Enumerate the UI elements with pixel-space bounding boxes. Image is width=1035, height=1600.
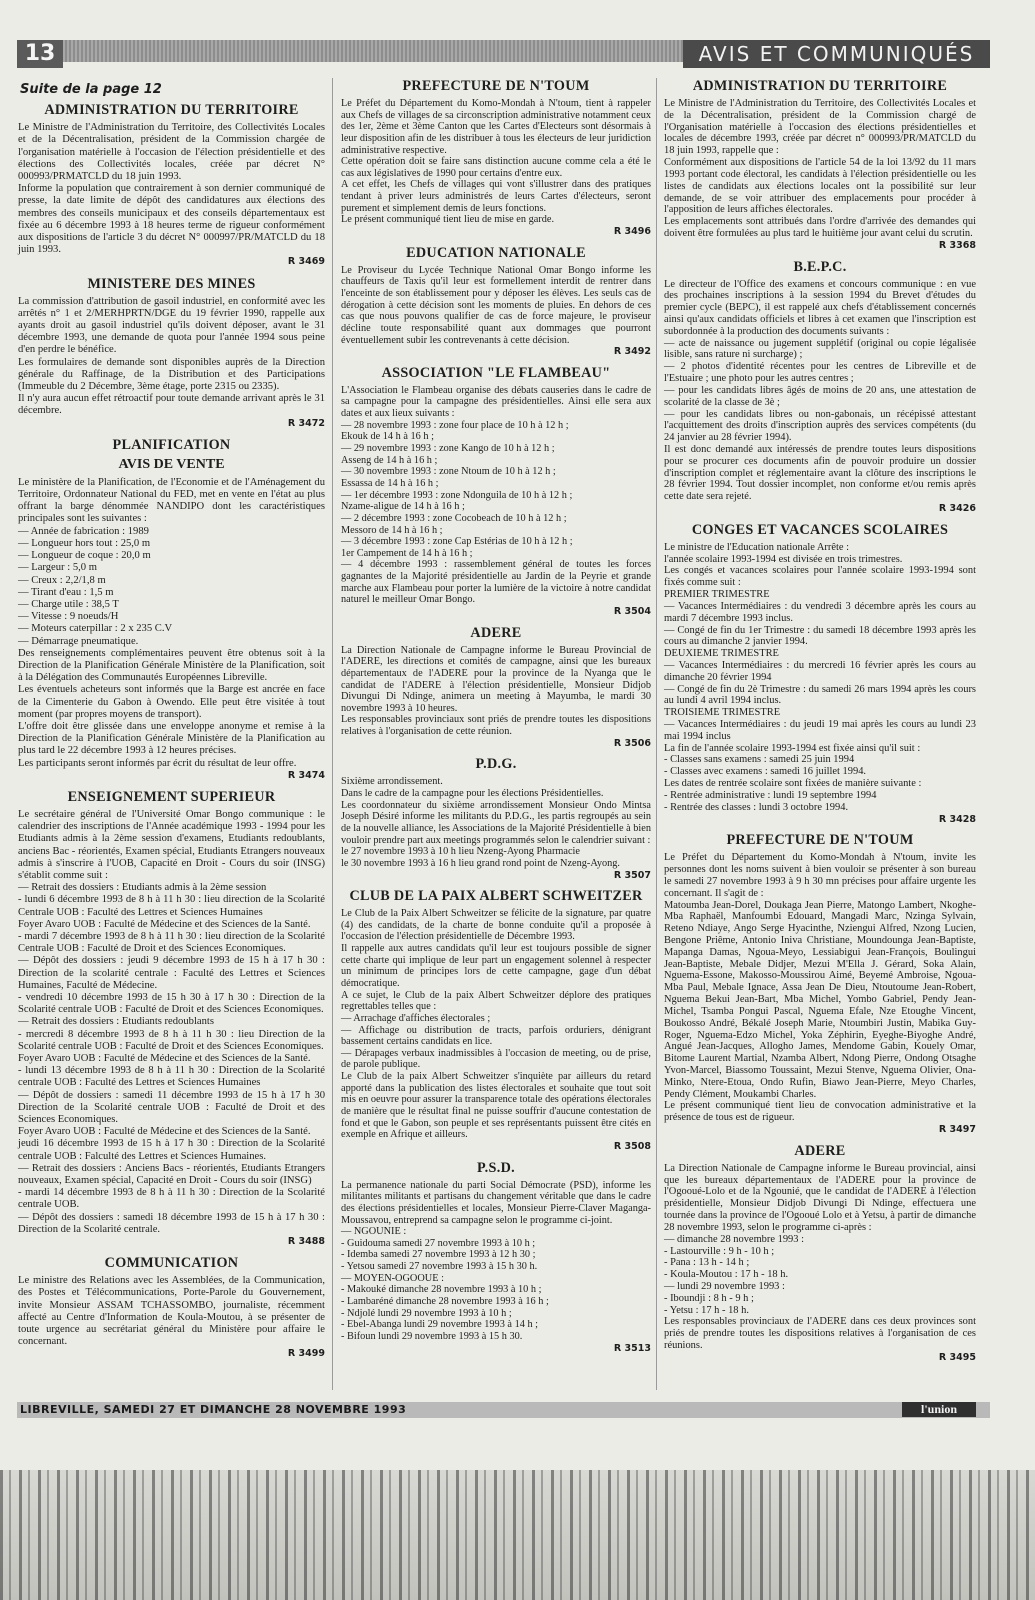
notice-paragraph: — Congé de fin du 1er Trimestre : du samedi 18 décembre 1993 après les cours au dimanche 2 janvier 1994. — [664, 624, 976, 648]
column-divider — [656, 78, 657, 1390]
notice-paragraph: — 2 photos d'identité récentes pour les centres de Libreville et de l'Estuaire ; une photo pour les autres centres ; — [664, 361, 976, 385]
notice-reference: R 3504 — [613, 605, 651, 617]
notice-reference: R 3428 — [938, 813, 976, 825]
notice — [341, 245, 651, 358]
notice-paragraph: — pour les candidats libres âgés de moins de 20 ans, une attestation de scolarité de la classe de 3è ; — [664, 384, 976, 408]
notice-reference: R 3492 — [613, 346, 651, 358]
scan-artifact — [0, 1470, 1035, 1600]
notice-paragraph: Le Club de la Paix Albert Schweitzer se félicite de la signature, par quatre (4) des candidats, de la charte de bonne conduite qu'il a proposée à l'occasion de l'élection présidentielle de Décembre 1993. — [341, 908, 651, 943]
notice-paragraph: - vendredi 10 décembre 1993 de 15 h 30 à 17 h 30 : Direction de la Scolarité centrale UOB : Faculté de Droit et des Sciences Economiques. — [18, 992, 325, 1016]
notice-paragraph: - mercredi 8 décembre 1993 de 8 h à 11 h 30 : lieu Direction de la Scolarité centrale UOB : Faculté de Droit et des Sciences Economiques. — [18, 1028, 325, 1052]
notice-paragraph: — Tirant d'eau : 1,5 m — [18, 586, 114, 598]
column-divider — [332, 78, 333, 1390]
notice-paragraph: - Lastourville : 9 h - 10 h ; — [664, 1245, 775, 1257]
notice-title: P.S.D. — [477, 1159, 515, 1176]
notice-paragraph: - Ndjolé lundi 29 novembre 1993 à 10 h ; — [341, 1307, 512, 1319]
notice-paragraph: — Dépôt des dossiers : jeudi 9 décembre 1993 de 15 h à 17 h 30 : Direction de la scolarité centrale : Faculté des Lettres et Sciences Humaines, Faculté de Médecine. — [18, 955, 325, 991]
notice-title: PLANIFICATION — [112, 436, 231, 453]
notice-paragraph: — Vitesse : 9 noeuds/H — [18, 611, 119, 623]
footer-paper-name: l'union — [902, 1402, 976, 1417]
notice-reference: R 3507 — [613, 869, 651, 881]
notice — [341, 888, 651, 1152]
notice-reference: R 3472 — [287, 417, 325, 429]
notice-paragraph: l'année scolaire 1993-1994 est divisée en trois trimestres. — [664, 553, 903, 565]
notice-paragraph: Les participants seront informés par écrit du résultat de leur offre. — [18, 757, 297, 769]
notice-paragraph: - lundi 6 décembre 1993 de 8 h à 11 h 30 : lieu direction de la Scolarité Centrale UOB : Faculté des Lettres et Sciences Humaines — [18, 894, 325, 918]
notice-title: B.E.P.C. — [793, 258, 847, 275]
continued-from-label: Suite de la page 12 — [20, 82, 162, 97]
notice-paragraph: — Longueur de coque : 20,0 m — [18, 550, 151, 562]
notice-paragraph: Essassa de 14 h à 16 h ; — [341, 477, 439, 489]
notice-paragraph: - Guidouma samedi 27 novembre 1993 à 10 h ; — [341, 1237, 536, 1249]
notice-reference: R 3496 — [613, 226, 651, 238]
notice-paragraph: — lundi 29 novembre 1993 : — [664, 1280, 785, 1292]
notice-paragraph: — acte de naissance ou jugement supplétif (original ou copie légalisée lisible, sans rature ni surcharge) ; — [664, 337, 976, 361]
page-number: 13 — [17, 40, 63, 68]
notice-title: P.D.G. — [475, 756, 517, 773]
notice-paragraph: — Vacances Intermédiaires : du mercredi 16 février après les cours au dimanche 20 février 1994 — [664, 659, 976, 683]
notice-paragraph: — dimanche 28 novembre 1993 : — [664, 1233, 805, 1245]
notice-paragraph: Foyer Avaro UOB : Faculté de Médecine et des Sciences de la Santé. — [18, 1053, 311, 1065]
notice-paragraph: — MOYEN-OGOOUE : — [341, 1272, 444, 1284]
notice-paragraph: — 28 novembre 1993 : zone four place de 10 h à 12 h ; — [341, 419, 569, 431]
notice-paragraph: Le directeur de l'Office des examens et concours communique : en vue des prochaines inscriptions à la session 1994 du Brevet d'études du premier cycle (BEPC), il est rappelé aux chefs d'établissement concernés ainsi qu'aux candidats officiels et libres à cet examen que l'inscription est subordonnée à la production des documents suivants : — [664, 278, 976, 337]
notice-reference: R 3495 — [938, 1351, 976, 1363]
notice-paragraph: Le ministère de la Planification, de l'Economie et de l'Aménagement du Territoire, Ordonnateur National du FED, met en vente en l'état au plus offrant la barge dénommée NANDIPO dont les caractéristiques principales sont les suivantes : — [18, 476, 325, 525]
notice-paragraph: — Charge utile : 38,5 T — [18, 598, 119, 610]
notice-paragraph: — Dérapages verbaux inadmissibles à l'occasion de meeting, ou de prise, de parole publique. — [341, 1047, 651, 1071]
notice-paragraph: 1er Campement de 14 h à 16 h ; — [341, 547, 473, 559]
notice-paragraph: — Retrait des dossiers : Etudiants redoublants — [18, 1016, 214, 1028]
notice-paragraph: — 3 décembre 1993 : zone Cap Estérias de 10 h à 12 h ; — [341, 536, 573, 548]
notice — [341, 625, 651, 750]
notice-paragraph: Le Proviseur du Lycée Technique National Omar Bongo informe les chauffeurs de Taxis qu'il leur est formellement interdit de rentrer dans l'enceinte de son établissement pour y déposer les élèves. Les seuls cas de dérogation à cette décision sont les moments de pluies. En dehors de ces cas que nous pouvons qualifier de cas de force majeure, le proviseur décline toute responsabilité quant aux dommages que pourront éventuellement subir les contrevenants à cette décision. — [341, 264, 651, 346]
notice — [664, 259, 976, 515]
notice-paragraph: jeudi 16 décembre 1993 de 15 h à 17 h 30 : Direction de la Scolarité centrale UOB : Falculté des Lettres et Sciences Humaines. — [18, 1138, 325, 1162]
notice-paragraph: La Direction Nationale de Campagne informe le Bureau Provincial de l'ADERE, les directions et comités de campagne, ainsi que les bureaux départementaux de l'ADERE pour la province de la Nyanga que le candidat de l'ADERE à l'élection présidentielle, Monsieur Didjob Divungui Di Ndinge, animera un meeting à Mayumba, le mardi 30 novembre 1993 à 10 heures. — [341, 644, 651, 714]
notice-paragraph: Le Préfet du Département du Komo-Mondah à N'toum, tient à rappeler aux Chefs de villages de sa circonscription administrative notamment ceux des 1er, 2ème et 3ème Canton que les Cartes d'Electeurs sont désormais à leur disposition afin de les distribuer à tous les électeurs de leur juridiction administrative respective. — [341, 98, 651, 156]
notice-title: ADMINISTRATION DU TERRITOIRE — [44, 102, 299, 119]
notice-paragraph: - Yetsu : 17 h - 18 h. — [664, 1304, 749, 1316]
notice-paragraph: — Retrait des dossiers : Anciens Bacs - réorientés, Etudiants Etrangers nouveaux, Examen spécial, Capacité en Droit - Cours du soir (INSG) — [18, 1162, 325, 1187]
notice-paragraph: Il n'y aura aucun effet rétroactif pour toute demande arrivant après le 31 décembre. — [18, 393, 325, 417]
notice-paragraph: Nzame-aligue de 14 h à 16 h ; — [341, 501, 465, 513]
notice-title: COMMUNICATION — [104, 1255, 239, 1272]
notice-paragraph: Asseng de 14 h à 16 h ; — [341, 454, 438, 466]
notice-paragraph: Les formulaires de demande sont disponibles auprès de la Direction générale du Raffinage, de la Distribution et des Participations (Immeuble du 2 Décembre, 3ème étage, porte 2315 ou 2335). — [18, 356, 325, 393]
notice-title: ADMINISTRATION DU TERRITOIRE — [692, 78, 948, 94]
notice-paragraph: Le présent communiqué tient lieu de convocation administrative et la présence de tous est de rigueur. — [664, 1100, 976, 1124]
column-2 — [341, 78, 651, 1361]
notice-paragraph: Le Préfet du Département du Komo-Mondah à N'toum, invite les personnes dont les noms suivent à bien vouloir se présenter à son bureau le samedi 27 novembre 1993 à 9 h 30 mn précises pour affaire urgente les concernant. Il s'agit de : — [664, 852, 976, 899]
notice-paragraph: Messoro de 14 h à 16 h ; — [341, 524, 443, 536]
notice-paragraph: - Pana : 13 h - 14 h ; — [664, 1257, 750, 1269]
notice-title: CLUB DE LA PAIX ALBERT SCHWEITZER — [349, 888, 643, 905]
notice-title: ADERE — [794, 1142, 846, 1159]
notice-paragraph: - Idemba samedi 27 novembre 1993 à 12 h 30 ; — [341, 1249, 536, 1261]
notice-paragraph: — 4 décembre 1993 : rassemblement général de toutes les forces gagnantes de la Majorité présidentielle au Jardin de la Peyrie et grande marche aux Flambeau pour porter la lumière de la victoire à notre candidat naturel le meilleur Omar Bongo. — [341, 559, 651, 606]
notice — [341, 1160, 651, 1355]
notice-paragraph: PREMIER TRIMESTRE — [664, 589, 770, 601]
notice-reference: R 3469 — [287, 256, 325, 268]
notice-paragraph: Il est donc demandé aux intéressés de prendre toutes leurs dispositions pour se procurer ces documents afin de pouvoir produire un dossier d'inscription complet et réglementaire avant la clôture des inscriptions le 28 février 1994. Tout dossier incomplet, non conforme et/ou remis après cette date sera rejeté. — [664, 443, 976, 503]
notice-paragraph: — Dépôt de dossiers : samedi 11 décembre 1993 de 15 h à 17 h 30 Direction de la Scolarité centrale UOB : Faculté de Droit et des Sciences Economiques. — [18, 1089, 325, 1126]
notice-paragraph: - Classes avec examens : samedi 16 juillet 1994. — [664, 766, 867, 778]
notice-paragraph: - Bifoun lundi 29 novembre 1993 à 15 h 30. — [341, 1330, 523, 1342]
notice-paragraph: - Yetsou samedi 27 novembre 1993 à 15 h 30 h. — [341, 1261, 538, 1273]
notice-paragraph: - Classes sans examens : samedi 25 juin 1994 — [664, 754, 855, 766]
column-1 — [18, 78, 325, 1368]
notice-paragraph: - lundi 13 décembre 1993 de 8 h à 11 h 30 : Direction de la Scolarité centrale UOB : Faculté des Lettres et Sciences Humaines — [18, 1065, 325, 1089]
notice-title: ADERE — [470, 624, 522, 641]
notice-title: PREFECTURE DE N'TOUM — [726, 832, 914, 849]
notice-paragraph: La commission d'attribution de gasoil industriel, en conformité avec les arrêtés n° 1 et 2/MERHPRTN/DGE du 19 février 1990, rappelle aux ayants droit au gasoil industriel qu'ils doivent déposer, avant le 31 décembre 1993, une demande de quota pour l'année 1994 sous peine d'en perdre le bénéfice. — [18, 295, 325, 356]
notice-paragraph: — 1er décembre 1993 : zone Ndonguila de 10 h à 12 h ; — [341, 489, 573, 501]
notice-title: ASSOCIATION "LE FLAMBEAU" — [381, 364, 611, 381]
notice-paragraph: — Moteurs caterpillar : 2 x 235 C.V — [18, 623, 173, 635]
notice-title: EDUCATION NATIONALE — [406, 244, 586, 261]
notice — [18, 437, 325, 782]
notice-paragraph: Les dates de rentrée scolaire sont fixées de manière suivante : — [664, 778, 922, 790]
notice-paragraph: Informe la population que contrairement à son dernier communiqué de presse, la date limite de dépôt des candidatures aux élections des membres des conseils municipaux et des conseils départementaux est fixée au 6 décembre 1993 à 18 heures terme de rigueur conformément aux dispositions de l'article 3 du décret N° 000997/PR/MATCLD du 18 juin 1993. — [18, 183, 325, 256]
notice-paragraph: Le secrétaire général de l'Université Omar Bongo communique : le calendrier des inscriptions de l'Année académique 1993 - 1994 pour les Etudiants admis à la 2ème session d'examens, Etudiants redoublants, anciens Bac - réorientés, Examen spécial, Etudiants Etrangers nouveaux admis à s'inscrire à l'UOB, Capacité en Droit - Cours du soir (INSG) s'établit comme suit : — [18, 808, 325, 881]
notice-paragraph: — NGOUNIE : — [341, 1226, 407, 1238]
notice — [18, 276, 325, 430]
notice-paragraph: Sixième arrondissement. — [341, 776, 443, 788]
notice-paragraph: — Creux : 2,2/1,8 m — [18, 574, 106, 586]
notice-paragraph: La Direction Nationale de Campagne informe le Bureau provincial, ainsi que les bureaux départementaux de l'ADERE pour la province de l'Ogooué-Lolo et de la Ngounié, que le candidat de l'ADERE à l'élection présidentielle, Monsieur Didjob Divungi Di Ndinge, effectuera une tournée dans la province de l'Ogooué Lolo et à Yetsu, à partir de dimanche 28 novembre 1993, selon le programme ci-après : — [664, 1162, 976, 1233]
notice-paragraph: A ce sujet, le Club de la paix Albert Schweitzer déplore des pratiques regrettables telles que : — [341, 989, 651, 1013]
notice — [664, 1143, 976, 1364]
notice-paragraph: — Largeur : 5,0 m — [18, 562, 97, 574]
notice-title: ENSEIGNEMENT SUPERIEUR — [67, 788, 276, 805]
notice-subtitle: AVIS DE VENTE — [118, 456, 225, 472]
notice-paragraph: le 27 novembre 1993 à 10 h lieu Nzeng-Ayong Pharmacie — [341, 846, 580, 858]
notice-paragraph: - Ebel-Abanga lundi 29 novembre 1993 à 14 h ; — [341, 1319, 539, 1331]
notice — [341, 78, 651, 238]
notice-reference: R 3508 — [613, 1140, 651, 1152]
notice-paragraph: Le ministre de l'Education nationale Arrête : — [664, 541, 850, 553]
notice-paragraph: Le présent communiqué tient lieu de mise en garde. — [341, 214, 555, 226]
notice-reference: R 3506 — [613, 737, 651, 749]
notice-paragraph: Les responsables provinciaux de l'ADERE dans ces deux provinces sont priés de prendre toutes les dispositions relatives à l'organisation de ces réunions. — [664, 1316, 976, 1351]
notice-paragraph: Foyer Avaro UOB : Faculté de Médecine et des Sciences de la Santé. — [18, 1126, 311, 1138]
notice — [18, 1255, 325, 1360]
notice-paragraph: Le Ministre de l'Administration du Territoire, des Collectivités Locales et de la Décentralisation, président de la Commission chargée de l'organisation matérielle à l'occasion de l'élection présidentielle et des élections des Collectivités locales, créée par décret N° 000993/PRMATCLD du 18 juin 1993. — [18, 122, 325, 183]
notice-paragraph: Matoumba Jean-Dorel, Doukaga Jean Pierre, Matongo Lambert, Nkoghe-Mba Raphaël, Manfoumbi Edouard, Mangadi Marc, Nzinga Sylvain, Reteno Ndiaye, Ango Serge Hyacinthe, Nziengui Alfred, Nzong Lucien, Bengone Priême, Antonio Iniva Christiane, Moundounga Jean-Baptiste, Mapanga Damas, Ngoua-Meyo, Lessiabigui Jean-François, Boulingui Jean-Baptiste, Mebale Didjer, Mezui M'Ella J. Gérard, Soka Alain, Nguema-Essone, Makosso-Moussirou Aimé, Beyemé Ambroise, Ngoua-Mba Paul, Mebale Ignace, Assa Jean De Dieu, Ntoutoume Jean-Robert, Nguema Bekui Jean-Bart, Mba Michel, Yombo Gabriel, Pendy Jean-Michel, Tsamba Pongui Pascal, Nguema Efale, Nze Etoughe Vincent, Boukosso André, Békalé Joseph Marie, Ntoumbiri Justin, Mabika Guy-Roger, Nguema-Edzo Michel, Yoka Zéphirin, Eyeghe-Biyoghe André, Angué Jean-Jacques, Allogho James, Mendome Gabin, Kouely Omar, Bitome Laurent Martial, Nzamba Albert, Ndong Pierre, Ondong Otsaghe Yvon-Marcel, Biassomo Toussaint, Mezui Stenve, Nguema Olivier, Ona-Minko, Ntere-Etoua, Ondo Rufin, Biawo Jean-Pierre, Meyo Charles, Pendy Clément, Moukambi Charles. — [664, 899, 976, 1100]
notice-paragraph: le 30 novembre 1993 à 16 h lieu grand rond point de Nzeng-Ayong. — [341, 857, 621, 869]
notice-paragraph: L'Association le Flambeau organise des débats causeries dans le cadre de sa campagne pour la campagne des présidentielles. Ainsi elle sera aux dates et aux lieux suivants : — [341, 384, 651, 420]
notice-reference: R 3497 — [938, 1124, 976, 1135]
notice-paragraph: TROISIEME TRIMESTRE — [664, 707, 781, 719]
notice-reference: R 3499 — [287, 1348, 325, 1360]
notice-paragraph: Des renseignements complémentaires peuvent être obtenus soit à la Direction de la Planification Générale Ministère de la Planification, soit à la Délégation des Communautés Européennes Libreville. — [18, 647, 325, 684]
notice-paragraph: Dans le cadre de la campagne pour les élections Présidentielles. — [341, 788, 604, 800]
notice-reference: R 3368 — [938, 239, 976, 251]
notice — [664, 78, 976, 252]
notice-paragraph: - mardi 7 décembre 1993 de 8 h à 11 h 30 : lieu direction de la Scolarité Centrale UOB : Faculté de Droit et des Sciences Economiques. — [18, 930, 325, 955]
notice-paragraph: — Vacances Intermédiaires : du vendredi 3 décembre après les cours au mardi 7 décembre 1993 inclus. — [664, 600, 976, 624]
notice-paragraph: Les congés et vacances scolaires pour l'année scolaire 1993-1994 sont fixés comme suit : — [664, 565, 976, 589]
notice-paragraph: A cet effet, les Chefs de villages qui vont s'illustrer dans des pratiques tendant à priver leurs administrés de leurs Cartes d'électeurs, seront purement et simplement demis de leurs fonctions. — [341, 179, 651, 214]
notice-paragraph: — 2 décembre 1993 : zone Cocobeach de 10 h à 12 h ; — [341, 512, 567, 524]
notice-title: MINISTERE DES MINES — [87, 275, 256, 292]
notice-paragraph: — Arrachage d'affiches électorales ; — [341, 1012, 491, 1024]
footer-edition: LIBREVILLE, SAMEDI 27 ET DIMANCHE 28 NOVEMBRE 1993 — [20, 1403, 407, 1416]
notice-paragraph: Les éventuels acheteurs sont informés que la Barge est ancrée en face de la Cimenterie du Gabon à Owendo. Elle peut être visitée à tout moment (par propres moyens de transport). — [18, 684, 325, 720]
notice-paragraph: — Dépôt des dossiers : samedi 18 décembre 1993 de 15 h à 17 h 30 : Direction de la Scolarité centrale. — [18, 1211, 325, 1235]
notice-paragraph: Cette opération doit se faire sans distinction aucune comme cela a été le cas aux législatives de 1990 pour certains d'entre eux. — [341, 156, 651, 179]
notice-paragraph: Les coordonnateur du sixième arrondissement Monsieur Ondo Mintsa Joseph Désiré informe les militants du P.D.G., les partis regroupés au sein de la nouvelle alliance, les Associations de la Majorité Présidentielle à bien vouloir prendre part aux meetings programmés selon le calendrier suivant : — [341, 799, 651, 846]
notice-paragraph: La permanence nationale du parti Social Démocrate (PSD), informe les militantes militants et partisans du changement véritable que dans le cadre des élections présidentielles et locales, Monsieur Pierre-Claver Maganga-Moussavou, entreprend sa campagne selon le programme ci-joint. — [341, 1179, 651, 1226]
notice-paragraph: L'offre doit être glissée dans une enveloppe anonyme et remise à la Direction de la Planification Générale Ministère de la Planification au plus tard le 22 décembre 1993 à 12 heures précises. — [18, 720, 325, 757]
notice-paragraph: — pour les candidats libres ou non-gabonais, un récépissé attestant l'acquittement des droits d'inscription auprès des services compétents (du 24 janvier au 28 février 1994). — [664, 408, 976, 444]
notice-paragraph: Foyer Avaro UOB : Faculté de Médecine et des Sciences de la Santé. — [18, 918, 311, 930]
notice — [341, 365, 651, 618]
notice-paragraph: Le Ministre de l'Administration du Territoire, des Collectivités Locales et de la Décentralisation, président de la Commission chargé de l'Organisation matérielle à l'occasion des élections présidentielles et locales de décembre 1993, créée par décret n° 000993/PR/MATCLD du 18 juin 1993, rappelle que : — [664, 98, 976, 157]
notice-paragraph: La fin de l'année scolaire 1993-1994 est fixée ainsi qu'il suit : — [664, 742, 921, 754]
notice-paragraph: Les emplacements sont attribués dans l'ordre d'arrivée des demandes qui doivent être formulées au plus tard le huitième jour avant celui du scrutin. — [664, 216, 976, 239]
notice-title: PREFECTURE DE N'TOUM — [402, 78, 590, 94]
notice-paragraph: - mardi 14 décembre 1993 de 8 h à 11 h 30 : Direction de la Scolarité centrale UOB. — [18, 1187, 325, 1211]
notice-paragraph: — Retrait des dossiers : Etudiants admis à la 2ème session — [18, 882, 267, 894]
notice-reference: R 3513 — [613, 1342, 651, 1354]
notice-paragraph: Les responsables provinciaux sont priés de prendre toutes les dispositions relatives à l'organisation de cette réunion. — [341, 714, 651, 738]
notice-paragraph: - Iboundji : 8 h - 9 h ; — [664, 1292, 754, 1304]
notice-paragraph: Le Club de la paix Albert Schweitzer s'inquiète par ailleurs du retard apporté dans la publication des listes électorales et souhaite que tout soit mis en oeuvre pour assurer la transparence totale des opérations électorales de manière que le résultat final ne puisse souffrir d'aucune contestation de fond et que le Gabon, son peuple et ses représentants puissent être cités en exemple en Afrique et ailleurs. — [341, 1071, 651, 1141]
notice — [664, 832, 976, 1136]
notice-paragraph: — Année de fabrication : 1989 — [18, 525, 149, 537]
notice-paragraph: Conformément aux dispositions de l'article 54 de la loi 13/92 du 11 mars 1993 portant code électoral, les candidats à l'élection présidentielle ou les listes de candidats aux élections locales ont la possibilité sur leur demande, de se voir attribuer des emplacements pour procéder à l'apposition de leurs affiches électorales. — [664, 157, 976, 216]
notice — [664, 522, 976, 826]
notice-reference: R 3488 — [287, 1236, 325, 1248]
notice-paragraph: - Rentrée administrative : lundi 19 septembre 1994 — [664, 789, 877, 801]
notice-paragraph: — Vacances Intermédiaires : du jeudi 19 mai après les cours au lundi 23 mai 1994 inclus — [664, 719, 976, 742]
notice-paragraph: - Koula-Moutou : 17 h - 18 h. — [664, 1269, 789, 1281]
notice-paragraph: - Makouké dimanche 28 novembre 1993 à 10 h ; — [341, 1284, 542, 1296]
notice-paragraph: — 30 novembre 1993 : zone Ntoum de 10 h à 12 h ; — [341, 466, 556, 478]
notice-paragraph: — Affichage ou distribution de tracts, parfois orduriers, dénigrant bassement certains candidats en lice. — [341, 1024, 651, 1048]
notice-paragraph: - Rentrée des classes : lundi 3 octobre 1994. — [664, 801, 849, 813]
notice-paragraph: Il rappelle aux autres candidats qu'il leur est toujours possible de signer cette charte qui implique de leur part un engagement solennel à respecter un minimum de principes lors de cette campagne, gage d'un débat démocratique. — [341, 943, 651, 989]
notice-paragraph: — Démarrage pneumatique. — [18, 635, 139, 647]
notice-reference: R 3426 — [938, 503, 976, 514]
notice — [18, 789, 325, 1248]
notice-paragraph: DEUXIEME TRIMESTRE — [664, 648, 779, 660]
notice-title: CONGES ET VACANCES SCOLAIRES — [691, 521, 949, 538]
notice-paragraph: Ekouk de 14 h à 16 h ; — [341, 431, 434, 443]
notice-paragraph: - Lambaréné dimanche 28 novembre 1993 à 16 h ; — [341, 1296, 549, 1308]
notice-paragraph: — Longueur hors tout : 25,0 m — [18, 537, 151, 549]
notice-paragraph: — Congé de fin du 2è Trimestre : du samedi 26 mars 1994 après les cours au lundi 4 avril 1994 inclus. — [664, 683, 976, 707]
column-3 — [664, 78, 976, 1371]
section-title: AVIS ET COMMUNIQUÉS — [683, 40, 990, 68]
notice-paragraph: — 29 novembre 1993 : zone Kango de 10 h à 12 h ; — [341, 443, 555, 455]
notice — [18, 102, 325, 268]
notice — [341, 756, 651, 881]
notice-paragraph: Le ministre des Relations avec les Assemblées, de la Communication, des Postes et Télécommunications, Porte-Parole du Gouvernement, invite Monsieur ASSAM TCHASSOMBO, journaliste, récemment affecté au Centre d'Information de Koula-Moutou, à se présenter de toute urgence au secrétariat général du Ministère pour affaire le concernant. — [18, 1275, 325, 1348]
notice-reference: R 3474 — [287, 769, 325, 781]
